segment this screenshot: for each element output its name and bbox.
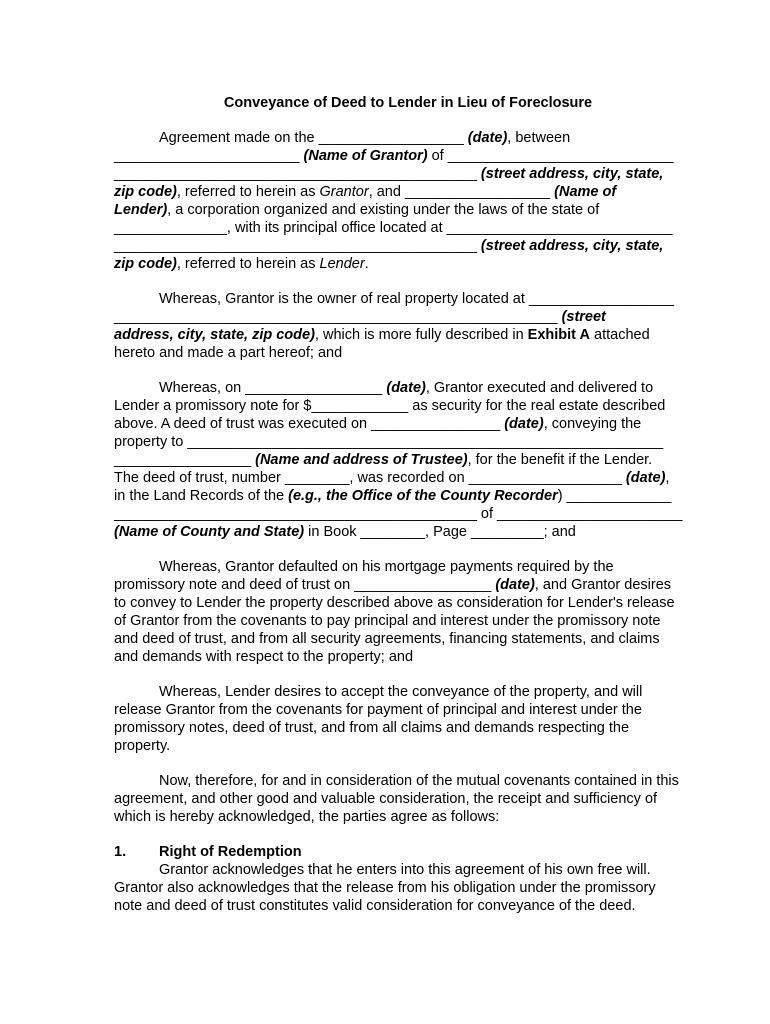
text-line: hereto and made a part hereof; and [114,345,343,361]
text-line: The deed of trust, number ________, was recorded on ___________________ (date), [114,470,670,486]
whereas-lender-paragraph [114,683,704,755]
agreement-paragraph [114,129,704,273]
section-heading [114,843,704,861]
text-line: and deed of trust, and from all security agreements, financing statements, and claims [114,631,660,647]
section-number: 1. [114,844,127,860]
text-line: address, city, state, zip code), which is more fully described in Exhibit A attached [114,327,650,343]
text-line: zip code), referred to herein as Grantor, and __________________ (Name of [114,184,617,200]
section-right-of-redemption [114,843,704,915]
text-line: above. A deed of trust was executed on ________________ (date), conveying the [114,416,642,432]
text-line: property to ___________________________________________________________ [114,434,664,450]
whereas-owner-paragraph [114,290,704,362]
text-line: _______________________________________________________ (street [114,309,606,325]
text-line: to convey to Lender the property described above as consideration for Lender's release [114,595,675,611]
text-line: Grantor acknowledges that he enters into this agreement of his own free will. [159,862,651,878]
text-line: Whereas, on _________________ (date), Grantor executed and delivered to [159,380,654,396]
text-line: _____________________________________________ (street address, city, state, [114,238,664,254]
text-line: Lender), a corporation organized and existing under the laws of the state of [114,202,600,218]
text-line: agreement, and other good and valuable consideration, the receipt and sufficiency of [114,791,658,807]
text-line: in the Land Records of the (e.g., the Office of the County Recorder) _____________ [114,488,672,504]
whereas-note-paragraph [114,379,704,541]
text-line: which is hereby acknowledged, the parties agree as follows: [114,809,500,825]
text-line: and demands with respect to the property; and [114,649,414,665]
text-line: _________________ (Name and address of Trustee), for the benefit if the Lender. [114,452,653,468]
whereas-default-paragraph [114,558,704,666]
text-line: _____________________________________________ of _______________________ [114,506,683,522]
text-line: ______________, with its principal office located at ____________________________ [114,220,673,236]
now-therefore-paragraph [114,772,704,826]
text-line: Agreement made on the __________________ (date), between [159,130,571,146]
text-line: property. [114,738,171,754]
text-line: (Name of County and State) in Book ________, Page _________; and [114,524,576,540]
text-line: promissory notes, deed of trust, and from all claims and demands respecting the [114,720,630,736]
text-line: promissory note and deed of trust on _________________ (date), and Grantor desires [114,577,672,593]
text-line: zip code), referred to herein as Lender. [114,256,369,272]
text-line: Lender a promissory note for $____________ as security for the real estate described [114,398,666,414]
text-line: _____________________________________________ (street address, city, state, [114,166,664,182]
text-line: Grantor also acknowledges that the release from his obligation under the promissory [114,880,656,896]
text-line: _______________________ (Name of Grantor) of ____________________________ [114,148,674,164]
text-line: Now, therefore, for and in consideration of the mutual covenants contained in this [159,773,679,789]
text-line: release Grantor from the covenants for payment of principal and interest under the [114,702,642,718]
text-line: Whereas, Lender desires to accept the conveyance of the property, and will [159,684,643,700]
section-title: Right of Redemption [159,844,302,860]
text-line: Whereas, Grantor is the owner of real property located at __________________ [159,291,675,307]
text-line: Whereas, Grantor defaulted on his mortgage payments required by the [159,559,614,575]
text-line: of Grantor from the covenants to pay principal and interest under the promissory note [114,613,661,629]
document-title: Conveyance of Deed to Lender in Lieu of Foreclosure [223,95,593,111]
text-line: note and deed of trust constitutes valid consideration for conveyance of the deed. [114,898,636,914]
